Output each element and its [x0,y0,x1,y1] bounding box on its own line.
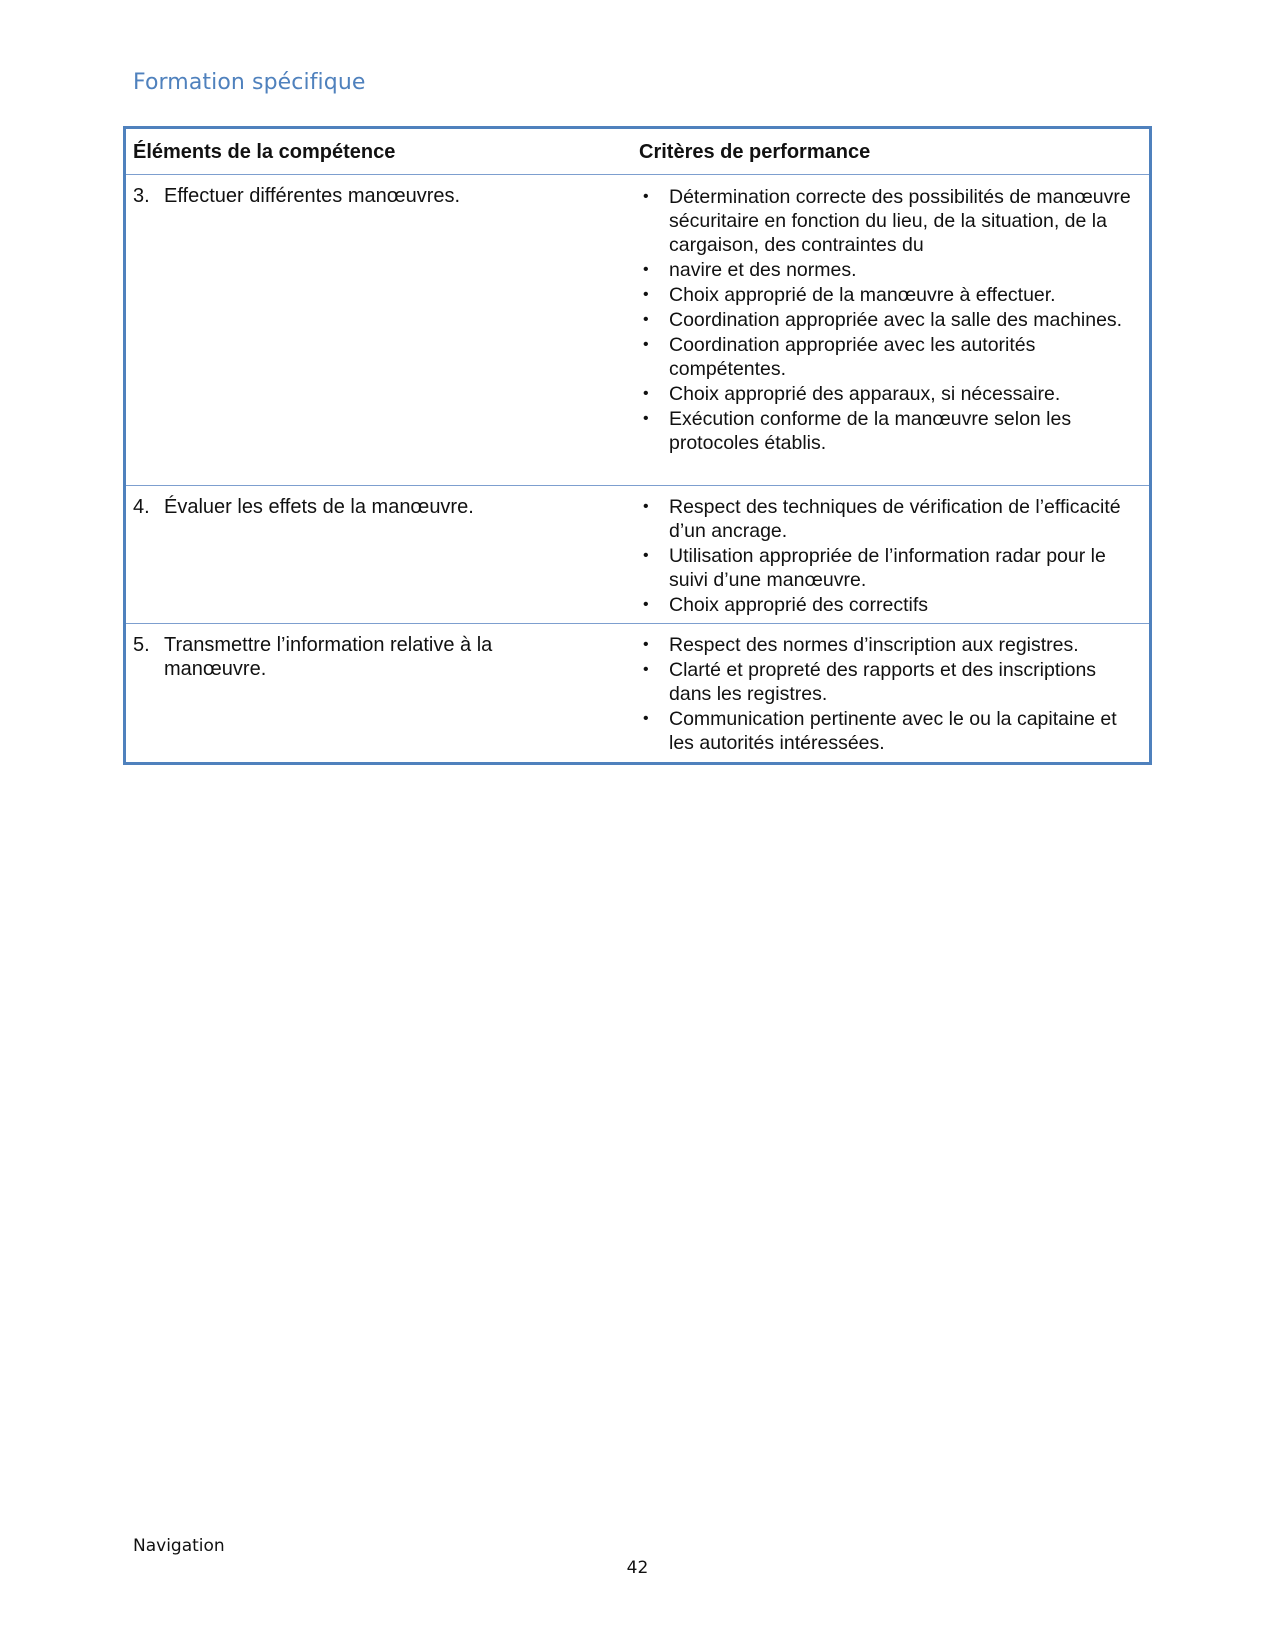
footer-label: Navigation [133,1536,225,1556]
list-item: • Respect des normes d’inscription aux registres. [643,634,1079,656]
element-number: 3. [133,185,150,207]
list-item: • Communication pertinente avec le ou la capitaine et les autorités intéressées. [643,708,1117,754]
criteria-list [639,633,1139,755]
list-item: • Choix approprié des apparaux, si nécessaire. [643,383,1061,405]
list-item: • Choix approprié des correctifs [643,594,929,616]
list-item: • Coordination appropriée avec les autorités compétentes. [643,334,1036,380]
header-elements: Éléments de la compétence [133,141,396,163]
bullet-icon: • [643,261,649,278]
bullet-icon: • [643,636,649,653]
bullet-icon: • [643,286,649,303]
bullet-icon: • [643,498,649,515]
bullet-icon: • [643,385,649,402]
bullet-icon: • [643,661,649,678]
element-cell [126,486,639,623]
element-cell [126,624,639,762]
bullet-icon: • [643,710,649,727]
page-number: 42 [626,1558,649,1578]
table-header-row [126,129,1149,175]
list-item: • Clarté et propreté des rapports et des inscriptions dans les registres. [643,659,1097,705]
criteria-list [639,185,1139,455]
element-text: Transmettre l’information relative à la manœuvre. [164,634,493,680]
bullet-icon: • [643,188,649,205]
list-item: • Respect des techniques de vérification de l’efficacité d’un ancrage. [643,496,1121,542]
element-text: Effectuer différentes manœuvres. [164,185,461,207]
bullet-icon: • [643,410,649,427]
table-row [126,486,1149,624]
list-item: • Exécution conforme de la manœuvre selon les protocoles établis. [643,408,1072,454]
criteria-cell [639,624,1149,762]
header-criteria: Critères de performance [639,141,871,163]
table-row [126,175,1149,486]
list-item: • Choix approprié de la manœuvre à effectuer. [643,284,1056,306]
competence-table [123,126,1152,765]
element-number: 5. [133,634,150,656]
list-item: • Utilisation appropriée de l’information radar pour le suivi d’une manœuvre. [643,545,1106,591]
bullet-icon: • [643,547,649,564]
bullet-icon: • [643,311,649,328]
criteria-cell [639,486,1149,623]
bullet-icon: • [643,336,649,353]
element-number: 4. [133,496,150,518]
table-row [126,624,1149,762]
element-text: Évaluer les effets de la manœuvre. [164,496,474,518]
element-cell [126,175,639,485]
list-item: • navire et des normes. [643,259,857,281]
criteria-cell [639,175,1149,485]
bullet-icon: • [643,596,649,613]
list-item: • Détermination correcte des possibilités de manœuvre sécuritaire en fonction du lieu, de la situation, de la cargaison, des contraintes du [643,186,1131,256]
criteria-list [639,495,1139,617]
section-title: Formation spécifique [133,70,366,95]
list-item: • Coordination appropriée avec la salle des machines. [643,309,1123,331]
